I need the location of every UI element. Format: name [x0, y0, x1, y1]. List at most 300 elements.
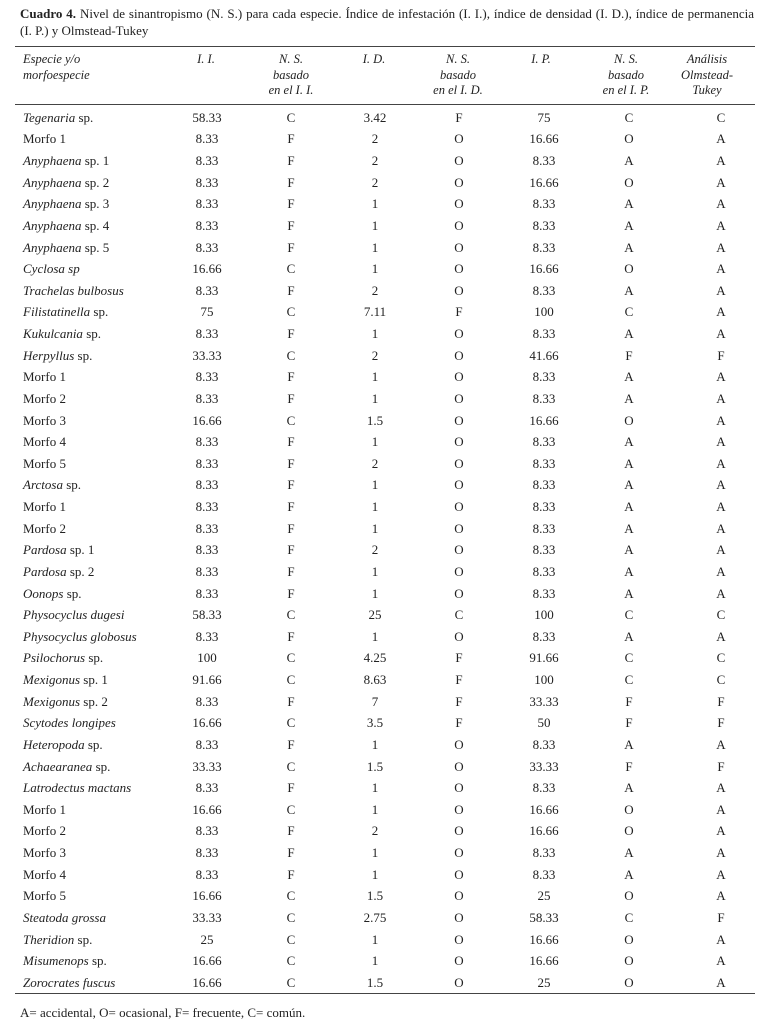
ns-id-cell: F [455, 650, 463, 666]
species-cell [15, 842, 181, 864]
ns-ip-cell: A [624, 217, 634, 233]
ns-ip-cell: A [624, 736, 634, 752]
ns-ip-cell: A [624, 520, 634, 536]
ns-ip-cell: A [624, 434, 634, 450]
olmstead-tukey-cell: C [716, 650, 726, 666]
ns-id-cell: O [454, 477, 464, 493]
ii-cell: 33.33 [192, 347, 222, 363]
ns-ip-cell: F [625, 347, 633, 363]
table-row [15, 129, 755, 151]
species-suffix: sp. [90, 304, 109, 320]
table-row [15, 713, 755, 735]
ns-id-cell: O [454, 931, 464, 947]
olmstead-tukey-cell: A [716, 888, 726, 904]
species-italic: Physocyclus dugesi [23, 607, 125, 623]
olmstead-tukey-cell: A [716, 261, 726, 277]
ii-cell: 8.33 [195, 585, 219, 601]
id-cell: 1 [371, 434, 379, 450]
ns-id-cell: O [454, 261, 464, 277]
olmstead-tukey-cell: A [716, 304, 726, 320]
species-suffix: Morfo 2 [23, 520, 66, 536]
ns-ii-cell: C [286, 261, 296, 277]
ii-cell: 16.66 [192, 974, 222, 990]
ns-ip-cell: A [624, 282, 634, 298]
species-suffix: Morfo 3 [23, 412, 66, 428]
id-cell: 1 [371, 931, 379, 947]
species-italic: Mexigonus [23, 672, 81, 688]
olmstead-tukey-cell: C [716, 109, 726, 125]
species-cell [15, 129, 181, 151]
ip-cell: 8.33 [532, 455, 556, 471]
table-row [15, 648, 755, 670]
ii-cell: 16.66 [192, 801, 222, 817]
species-suffix: sp. [92, 758, 111, 774]
species-cell [15, 929, 181, 951]
species-cell [15, 777, 181, 799]
ns-ip-cell: A [624, 390, 634, 406]
species-suffix: sp. 1 [80, 672, 108, 688]
species-italic: Oonops [23, 585, 64, 601]
ii-cell: 8.33 [195, 477, 219, 493]
ns-ip-cell: C [624, 607, 634, 623]
species-italic: Steatoda grossa [23, 909, 106, 925]
ns-ip-cell: F [625, 758, 633, 774]
ip-cell: 50 [537, 715, 551, 731]
ii-cell: 8.33 [195, 563, 219, 579]
ns-ip-cell: C [624, 909, 634, 925]
ns-id-cell: O [454, 974, 464, 990]
olmstead-tukey-cell: A [716, 390, 726, 406]
species-cell [15, 648, 181, 670]
ns-ip-cell: A [624, 455, 634, 471]
id-cell: 1 [371, 628, 379, 644]
ns-ii-cell: F [287, 866, 295, 882]
ns-id-cell: O [454, 369, 464, 385]
ip-cell: 8.33 [532, 780, 556, 796]
species-cell [15, 323, 181, 345]
species-italic: Misumenops [23, 953, 89, 969]
olmstead-tukey-cell: A [716, 866, 726, 882]
species-suffix: Morfo 2 [23, 390, 66, 406]
species-suffix: sp. [84, 736, 103, 752]
ii-cell: 16.66 [192, 412, 222, 428]
id-cell: 1.5 [366, 758, 384, 774]
species-suffix: sp. [75, 109, 94, 125]
data-table [15, 107, 755, 994]
olmstead-tukey-cell: A [716, 499, 726, 515]
ii-cell: 8.33 [195, 326, 219, 342]
id-cell: 25 [368, 607, 382, 623]
ns-ii-cell: F [287, 520, 295, 536]
ip-cell: 8.33 [532, 326, 556, 342]
olmstead-tukey-cell: A [716, 239, 726, 255]
ip-cell: 100 [534, 607, 554, 623]
ns-ii-cell: C [286, 715, 296, 731]
id-cell: 1 [371, 196, 379, 212]
species-cell [15, 626, 181, 648]
ns-id-cell: O [454, 153, 464, 169]
table-row [15, 367, 755, 389]
ii-cell: 8.33 [195, 823, 219, 839]
ns-ii-cell: F [287, 434, 295, 450]
ns-id-cell: O [454, 174, 464, 190]
species-cell [15, 972, 181, 994]
table-row [15, 821, 755, 843]
header-ii: I. I. [197, 52, 215, 66]
table-row [15, 302, 755, 324]
species-cell [15, 215, 181, 237]
ip-cell: 16.66 [529, 823, 559, 839]
table-row [15, 929, 755, 951]
table-row [15, 388, 755, 410]
ns-ip-cell: O [624, 412, 634, 428]
top-rule [15, 46, 755, 47]
olmstead-tukey-cell: A [716, 131, 726, 147]
ip-cell: 41.66 [529, 347, 559, 363]
species-italic: Herpyllus [23, 347, 75, 363]
species-cell [15, 713, 181, 735]
olmstead-tukey-cell: A [716, 931, 726, 947]
ns-ip-cell: O [624, 174, 634, 190]
olmstead-tukey-cell: A [716, 326, 726, 342]
species-cell [15, 799, 181, 821]
species-suffix: sp. [85, 650, 104, 666]
id-cell: 2 [371, 823, 379, 839]
ns-id-cell: O [454, 239, 464, 255]
species-suffix: sp. 5 [81, 239, 110, 255]
species-suffix: sp. [74, 931, 93, 947]
species-cell [15, 150, 181, 172]
table-row [15, 864, 755, 886]
table-row [15, 215, 755, 237]
ns-ii-cell: C [286, 953, 296, 969]
species-cell [15, 734, 181, 756]
id-cell: 1 [371, 585, 379, 601]
ns-id-cell: O [454, 585, 464, 601]
species-cell [15, 669, 181, 691]
table-row [15, 842, 755, 864]
species-suffix: Morfo 4 [23, 434, 66, 450]
header-rule [15, 104, 755, 105]
ii-cell: 25 [200, 931, 214, 947]
ii-cell: 75 [200, 304, 214, 320]
ns-ii-cell: F [287, 585, 295, 601]
ns-ip-cell: O [624, 974, 634, 990]
ip-cell: 8.33 [532, 520, 556, 536]
ip-cell: 8.33 [532, 390, 556, 406]
table-caption [20, 5, 754, 39]
ii-cell: 16.66 [192, 888, 222, 904]
table-row [15, 431, 755, 453]
olmstead-tukey-cell: A [716, 563, 726, 579]
species-italic: Tegenaria [23, 109, 76, 125]
ns-ii-cell: F [287, 455, 295, 471]
ii-cell: 8.33 [195, 628, 219, 644]
ns-ip-cell: C [624, 650, 634, 666]
table-row [15, 669, 755, 691]
table-row [15, 950, 755, 972]
ii-cell: 8.33 [195, 196, 219, 212]
id-cell: 1 [371, 326, 379, 342]
table-row [15, 496, 755, 518]
ip-cell: 8.33 [532, 866, 556, 882]
olmstead-tukey-cell: A [716, 823, 726, 839]
species-cell [15, 237, 181, 259]
ns-ip-cell: A [624, 542, 634, 558]
id-cell: 1 [371, 866, 379, 882]
id-cell: 1 [371, 801, 379, 817]
species-cell [15, 864, 181, 886]
species-suffix: sp. 1 [81, 153, 110, 169]
olmstead-tukey-cell: A [716, 780, 726, 796]
ns-ii-cell: F [287, 282, 295, 298]
ii-cell: 91.66 [192, 672, 222, 688]
ns-ip-cell: A [624, 239, 634, 255]
species-italic: Heteropoda [23, 736, 85, 752]
table-row [15, 626, 755, 648]
olmstead-tukey-cell: A [716, 153, 726, 169]
species-suffix: sp. [88, 953, 107, 969]
ii-cell: 8.33 [195, 499, 219, 515]
ii-cell: 33.33 [192, 909, 222, 925]
ii-cell: 58.33 [192, 109, 222, 125]
ns-id-cell: O [454, 347, 464, 363]
ns-ii-cell: C [286, 672, 296, 688]
species-italic: Latrodectus mactans [23, 780, 132, 796]
species-suffix: sp. 3 [81, 196, 110, 212]
ip-cell: 8.33 [532, 585, 556, 601]
ii-cell: 8.33 [195, 282, 219, 298]
species-suffix: sp. 4 [81, 217, 110, 233]
ns-id-cell: F [455, 693, 463, 709]
table-row [15, 518, 755, 540]
species-italic: Pardosa [23, 563, 67, 579]
header-ns-ip: N. S. basado en el I. P. [602, 52, 650, 97]
olmstead-tukey-cell: A [716, 542, 726, 558]
olmstead-tukey-cell: C [716, 672, 726, 688]
species-italic: Mexigonus [23, 693, 81, 709]
ip-cell: 8.33 [532, 628, 556, 644]
ip-cell: 100 [534, 304, 554, 320]
table-row [15, 604, 755, 626]
species-italic: Theridion [23, 931, 75, 947]
ip-cell: 8.33 [532, 499, 556, 515]
id-cell: 1 [371, 477, 379, 493]
species-cell [15, 194, 181, 216]
species-italic: Zorocrates fuscus [23, 974, 116, 990]
ip-cell: 8.33 [532, 736, 556, 752]
ip-cell: 8.33 [532, 369, 556, 385]
id-cell: 2.75 [363, 909, 387, 925]
ip-cell: 16.66 [529, 174, 559, 190]
header-ns-ii: N. S. basado en el I. I. [268, 52, 314, 97]
ip-cell: 91.66 [529, 650, 559, 666]
species-cell [15, 561, 181, 583]
table-row [15, 323, 755, 345]
ns-ip-cell: O [624, 888, 634, 904]
ns-id-cell: C [454, 607, 464, 623]
ns-id-cell: O [454, 542, 464, 558]
ns-ip-cell: C [624, 109, 634, 125]
species-suffix: Morfo 1 [23, 369, 66, 385]
ip-cell: 8.33 [532, 239, 556, 255]
ns-id-cell: O [454, 131, 464, 147]
olmstead-tukey-cell: A [716, 736, 726, 752]
species-cell [15, 496, 181, 518]
ip-cell: 16.66 [529, 131, 559, 147]
ii-cell: 8.33 [195, 780, 219, 796]
olmstead-tukey-cell: F [717, 347, 725, 363]
ns-ip-cell: A [624, 477, 634, 493]
ii-cell: 8.33 [195, 217, 219, 233]
ns-ip-cell: F [625, 715, 633, 731]
species-cell [15, 302, 181, 324]
ns-ip-cell: C [624, 672, 634, 688]
ii-cell: 100 [197, 650, 217, 666]
ns-id-cell: O [454, 390, 464, 406]
ns-ip-cell: A [624, 196, 634, 212]
ip-cell: 25 [537, 974, 551, 990]
ns-id-cell: O [454, 563, 464, 579]
olmstead-tukey-cell: F [717, 909, 725, 925]
species-italic: Physocyclus globosus [23, 628, 137, 644]
ns-ip-cell: O [624, 931, 634, 947]
species-cell [15, 821, 181, 843]
ii-cell: 8.33 [195, 542, 219, 558]
species-suffix: sp. 2 [81, 174, 110, 190]
species-italic: Scytodes longipes [23, 715, 116, 731]
ii-cell: 8.33 [195, 390, 219, 406]
ns-ii-cell: F [287, 153, 295, 169]
header-species: Especie y/o morfoespecie [23, 52, 90, 82]
id-cell: 1 [371, 563, 379, 579]
ii-cell: 8.33 [195, 153, 219, 169]
olmstead-tukey-cell: A [716, 477, 726, 493]
ip-cell: 8.33 [532, 477, 556, 493]
olmstead-tukey-cell: F [717, 758, 725, 774]
species-cell [15, 540, 181, 562]
ns-ii-cell: F [287, 823, 295, 839]
ii-cell: 8.33 [195, 736, 219, 752]
id-cell: 8.63 [363, 672, 387, 688]
ns-id-cell: O [454, 780, 464, 796]
ns-ii-cell: F [287, 499, 295, 515]
species-suffix: sp. [63, 585, 82, 601]
ns-id-cell: O [454, 866, 464, 882]
ii-cell: 8.33 [195, 174, 219, 190]
ip-cell: 16.66 [529, 261, 559, 277]
olmstead-tukey-cell: A [716, 845, 726, 861]
species-cell [15, 367, 181, 389]
ns-ii-cell: C [286, 412, 296, 428]
ns-ii-cell: C [286, 909, 296, 925]
ns-ii-cell: F [287, 477, 295, 493]
id-cell: 1.5 [366, 412, 384, 428]
ns-ii-cell: F [287, 174, 295, 190]
species-italic: Kukulcania [23, 326, 83, 342]
ii-cell: 16.66 [192, 261, 222, 277]
species-italic: Anyphaena [23, 239, 82, 255]
species-suffix: sp. 2 [80, 693, 108, 709]
ns-ii-cell: F [287, 845, 295, 861]
id-cell: 2 [371, 174, 379, 190]
olmstead-tukey-cell: F [717, 715, 725, 731]
ns-id-cell: O [454, 888, 464, 904]
ip-cell: 8.33 [532, 282, 556, 298]
ns-ip-cell: A [624, 866, 634, 882]
ns-ii-cell: F [287, 628, 295, 644]
ns-ip-cell: A [624, 369, 634, 385]
species-cell [15, 518, 181, 540]
species-cell [15, 475, 181, 497]
id-cell: 1 [371, 845, 379, 861]
olmstead-tukey-cell: A [716, 585, 726, 601]
ns-ii-cell: F [287, 542, 295, 558]
ip-cell: 8.33 [532, 845, 556, 861]
ip-cell: 8.33 [532, 563, 556, 579]
ns-ii-cell: C [286, 650, 296, 666]
ns-ip-cell: A [624, 326, 634, 342]
ns-id-cell: F [455, 672, 463, 688]
species-italic: Anyphaena [23, 217, 82, 233]
ns-id-cell: O [454, 434, 464, 450]
ns-id-cell: F [455, 109, 463, 125]
ns-ii-cell: F [287, 780, 295, 796]
olmstead-tukey-cell: A [716, 953, 726, 969]
ns-id-cell: O [454, 628, 464, 644]
table-row [15, 583, 755, 605]
ip-cell: 16.66 [529, 953, 559, 969]
ip-cell: 16.66 [529, 801, 559, 817]
species-cell [15, 172, 181, 194]
species-italic: Anyphaena [23, 153, 82, 169]
ns-ip-cell: A [624, 153, 634, 169]
species-cell [15, 453, 181, 475]
ns-ii-cell: F [287, 693, 295, 709]
id-cell: 1.5 [366, 888, 384, 904]
table-row [15, 194, 755, 216]
ns-ip-cell: F [625, 693, 633, 709]
caption-text: Nivel de sinantropismo (N. S.) para cada especie. Índice de infestación (I. I.), índice de densidad (I. D.), índice de permanencia (I. P.) y Olmstead-Tukey [20, 6, 754, 38]
species-suffix: Morfo 1 [23, 801, 66, 817]
ns-id-cell: O [454, 520, 464, 536]
species-suffix: Morfo 5 [23, 888, 66, 904]
id-cell: 1 [371, 736, 379, 752]
species-cell [15, 907, 181, 929]
species-cell [15, 431, 181, 453]
table-row [15, 886, 755, 908]
ip-cell: 8.33 [532, 153, 556, 169]
table-header [15, 52, 755, 104]
ip-cell: 25 [537, 888, 551, 904]
species-suffix: Morfo 1 [23, 499, 66, 515]
ns-ii-cell: C [286, 758, 296, 774]
id-cell: 2 [371, 153, 379, 169]
ns-ip-cell: A [624, 845, 634, 861]
ns-ii-cell: F [287, 369, 295, 385]
table-row [15, 237, 755, 259]
header-id: I. D. [362, 52, 386, 66]
species-italic: Filistatinella [23, 304, 91, 320]
ns-id-cell: O [454, 845, 464, 861]
ns-ip-cell: A [624, 563, 634, 579]
species-cell [15, 107, 181, 129]
id-cell: 1 [371, 780, 379, 796]
olmstead-tukey-cell: A [716, 628, 726, 644]
olmstead-tukey-cell: A [716, 974, 726, 990]
ip-cell: 16.66 [529, 412, 559, 428]
bottom-rule [15, 993, 755, 994]
